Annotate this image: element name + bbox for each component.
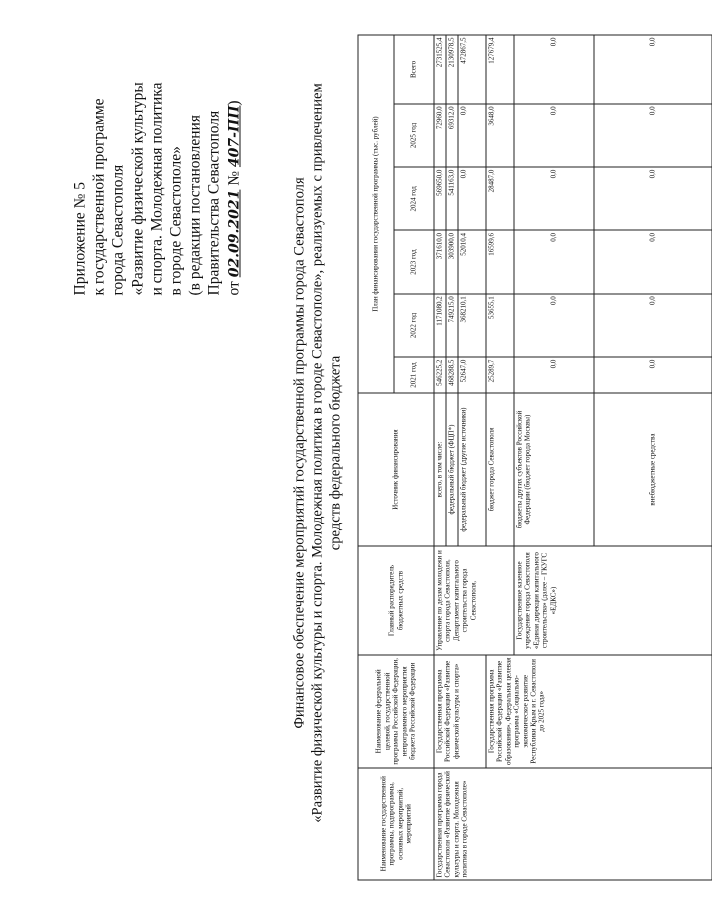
title-line-2: «Развитие физической культуры и спорта. Молодежная политика в городе Севастополе», реализуемых с привлечением	[309, 82, 325, 823]
manager-cell: Управление по делам молодежи и спорта города Севастополя, Департамент капитального строительства города Севастополя,	[434, 545, 514, 654]
value-cell: 0,0	[594, 103, 712, 166]
appendix-header	[70, 35, 244, 295]
appendix-line: Приложение № 5	[71, 181, 88, 295]
source-cell: внебюджетные средства	[594, 393, 712, 546]
financing-table	[357, 34, 712, 880]
value-cell: 0,0	[514, 167, 594, 230]
appendix-line: города Севастополя	[109, 164, 127, 295]
value-cell: 1171080,2	[434, 293, 446, 356]
value-cell: 0,0	[514, 103, 594, 166]
value-cell: 546225,2	[434, 357, 446, 393]
appendix-line: и спорта. Молодежная политика	[147, 82, 165, 295]
value-cell: 52647,0	[458, 357, 486, 393]
header-year: 2023 год	[394, 230, 434, 293]
header-year: 2025 год	[394, 103, 434, 166]
header-year: 2021 год	[394, 357, 434, 393]
header-year: 2024 год	[394, 167, 434, 230]
header-total: Всего	[394, 35, 434, 104]
appendix-line: «Развитие физической культуры	[128, 81, 146, 295]
value-cell: 0,0	[594, 167, 712, 230]
value-cell: 69312,0	[446, 103, 458, 166]
value-cell: 749215,0	[446, 293, 458, 356]
header-plan: План финансирования государственной программы (тыс. рублей)	[358, 35, 394, 393]
value-cell: 0,0	[594, 293, 712, 356]
value-cell: 72960,0	[434, 103, 446, 166]
title-line-3: средств федерального бюджета	[327, 355, 343, 550]
federal-name-cell: Государственная программа Российской Федерации «Развитие физической культуры и спорта»	[434, 655, 486, 767]
table-row	[486, 35, 514, 880]
program-name-cell: Государственная программа города Севастополя «Развитие физической культуры и спорта. Молодежная политика в городе Севастополе»	[434, 767, 712, 879]
closing-paren: )	[224, 99, 242, 106]
table-row	[434, 35, 446, 880]
number-prefix: №	[224, 170, 242, 186]
value-cell: 52010,4	[458, 230, 486, 293]
header-year: 2022 год	[394, 293, 434, 356]
value-cell: 371610,0	[434, 230, 446, 293]
value-cell: 0,0	[514, 357, 594, 393]
from-prefix: от	[224, 280, 242, 295]
resolution-date: 02.09.2021	[225, 189, 242, 277]
header-program-name: Наименование государственной программы, подпрограммы, основных мероприятий, мероприятий	[358, 767, 434, 879]
value-cell: 0,0	[594, 357, 712, 393]
source-cell: бюджет города Севастополя	[486, 393, 514, 546]
value-cell: 0,0	[458, 167, 486, 230]
manager-cell: Государственное казенное учреждение города Севастополя «Единая дирекция капитального строительства» (далее – ГКУГС «ЕДКС»)	[514, 545, 712, 654]
resolution-number: 407-ПП	[225, 105, 242, 167]
title-line-1: Финансовое обеспечение мероприятий государственной программы города Севастополя	[291, 176, 307, 729]
source-cell: всего, в том числе:	[434, 393, 446, 546]
value-cell: 303900,0	[446, 230, 458, 293]
value-cell: 368210,1	[458, 293, 486, 356]
federal-name-cell: Государственная программа Российской Федерации «Развитие образования», Федеральная целевая программа «Социально-экономическое развитие Республики Крым и г. Севастополя до 2025 года»	[486, 655, 712, 767]
header-federal-name: Наименование федеральной целевой, государственной программы Российской Федерации, непрограммного мероприятия бюджета Российской Федерации	[358, 655, 434, 767]
source-cell: федеральный бюджет (другие источники)	[458, 393, 486, 546]
value-cell: 28487,0	[486, 167, 514, 230]
appendix-line: к государственной программе	[90, 97, 108, 295]
value-cell: 25289,7	[486, 357, 514, 393]
header-source: Источник финансирования	[358, 393, 434, 546]
value-cell: 0,0	[594, 230, 712, 293]
total-cell: 472867,5	[458, 35, 486, 104]
header-manager: Главный распорядитель бюджетных средств	[358, 545, 434, 654]
resolution-line	[224, 35, 244, 295]
appendix-line: (в редакции постановления	[186, 114, 204, 295]
value-cell: 569650,0	[434, 167, 446, 230]
value-cell: 16599,6	[486, 230, 514, 293]
value-cell: 541163,0	[446, 167, 458, 230]
source-cell: бюджеты других субъектов Российской Федерации (бюджет города Москвы)	[514, 393, 594, 546]
total-cell: 2731525,4	[434, 35, 446, 104]
total-cell: 0,0	[594, 35, 712, 104]
value-cell: 0,0	[514, 293, 594, 356]
appendix-line: в городе Севастополе»	[167, 145, 185, 295]
value-cell: 3648,0	[486, 103, 514, 166]
value-cell: 468288,5	[446, 357, 458, 393]
document-title	[290, 20, 344, 885]
value-cell: 0,0	[458, 103, 486, 166]
total-cell: 0,0	[514, 35, 594, 104]
appendix-line: Правительства Севастополя	[205, 110, 223, 295]
total-cell: 2130978,5	[446, 35, 458, 104]
value-cell: 53655,1	[486, 293, 514, 356]
source-cell: федеральный бюджет (ФЦП*)	[446, 393, 458, 546]
total-cell: 127679,4	[486, 35, 514, 104]
value-cell: 0,0	[514, 230, 594, 293]
